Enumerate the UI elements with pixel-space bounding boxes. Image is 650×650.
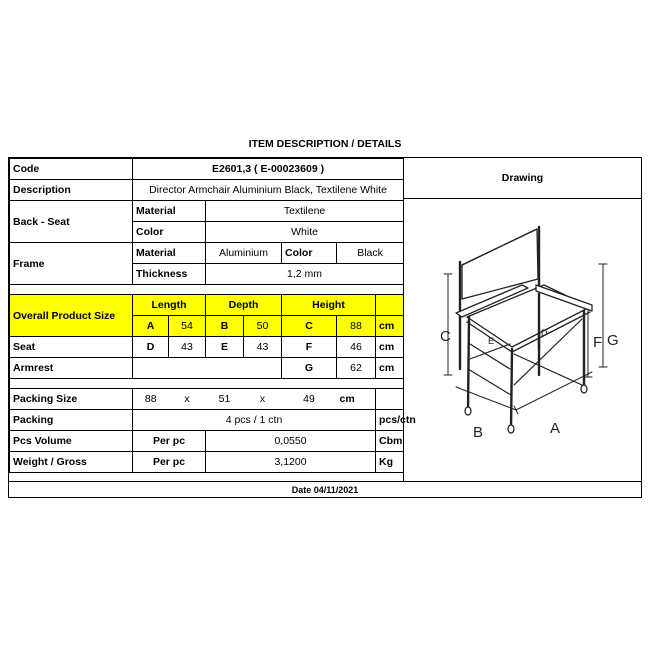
code-value: E2601,3 ( E-00023609 ) xyxy=(133,159,404,180)
back-seat-color-value: White xyxy=(206,222,404,243)
armrest-unit: cm xyxy=(376,358,404,379)
dim-c-label: C xyxy=(282,316,337,337)
armrest-row xyxy=(10,358,404,379)
dim-f-label: F xyxy=(282,337,337,358)
spacer-row xyxy=(10,379,404,389)
dim-letter-g: G xyxy=(607,332,619,349)
armrest-label: Armrest xyxy=(10,358,133,379)
volume-row xyxy=(10,431,404,452)
dim-a-label: A xyxy=(133,316,169,337)
dim-g-value: 62 xyxy=(337,358,376,379)
dim-e-value: 43 xyxy=(244,337,282,358)
dim-b-value: 50 xyxy=(244,316,282,337)
weight-row xyxy=(10,452,404,473)
length-header: Length xyxy=(133,295,206,316)
description-row xyxy=(10,180,404,201)
frame-label: Frame xyxy=(10,243,133,285)
packing-size-unit: cm xyxy=(337,389,376,410)
volume-value: 0,0550 xyxy=(206,431,376,452)
dimension-letters xyxy=(440,328,619,441)
dim-c-value: 88 xyxy=(337,316,376,337)
packing-unit: pcs/ctn xyxy=(376,410,404,431)
chair-feet xyxy=(465,385,587,433)
code-label: Code xyxy=(10,159,133,180)
packing-size-row xyxy=(10,389,404,410)
spec-sheet xyxy=(8,157,642,498)
dim-letter-b: B xyxy=(473,424,484,441)
packing-height: 49 xyxy=(282,389,337,410)
dim-d-label: D xyxy=(133,337,169,358)
dim-e-label: E xyxy=(206,337,244,358)
packing-size-label: Packing Size xyxy=(10,389,133,410)
volume-unit: Cbm xyxy=(376,431,404,452)
volume-per: Per pc xyxy=(133,431,206,452)
packing-x1: x xyxy=(169,389,206,410)
overall-unit: cm xyxy=(376,316,404,337)
dim-letter-d: D xyxy=(541,328,548,338)
packing-label: Packing xyxy=(10,410,133,431)
back-seat-material-value: Textilene xyxy=(206,201,404,222)
page-title: ITEM DESCRIPTION / DETAILS xyxy=(248,138,402,150)
description-value: Director Armchair Aluminium Black, Textilene White xyxy=(133,180,404,201)
dim-b-label: B xyxy=(206,316,244,337)
frame-thickness-value: 1,2 mm xyxy=(206,264,404,285)
frame-color-value: Black xyxy=(337,243,404,264)
dim-d-value: 43 xyxy=(169,337,206,358)
chair-seat xyxy=(467,285,590,352)
seat-unit: cm xyxy=(376,337,404,358)
back-seat-material-row xyxy=(10,201,404,222)
description-label: Description xyxy=(10,180,133,201)
dim-g-label: G xyxy=(282,358,337,379)
drawing-header: Drawing xyxy=(403,158,641,199)
code-row xyxy=(10,159,404,180)
back-seat-color-label: Color xyxy=(133,222,206,243)
dim-a-value: 54 xyxy=(169,316,206,337)
dim-letter-f: F xyxy=(593,334,603,351)
frame-thickness-label: Thickness xyxy=(133,264,206,285)
packing-row xyxy=(10,410,404,431)
packing-width: 51 xyxy=(206,389,244,410)
volume-label: Pcs Volume xyxy=(10,431,133,452)
weight-value: 3,1200 xyxy=(206,452,376,473)
frame-material-row xyxy=(10,243,404,264)
back-seat-material-label: Material xyxy=(133,201,206,222)
chair-drawing xyxy=(403,199,641,481)
frame-material-label: Material xyxy=(133,243,206,264)
depth-header: Depth xyxy=(206,295,282,316)
weight-per: Per pc xyxy=(133,452,206,473)
overall-size-label: Overall Product Size xyxy=(10,295,133,337)
packing-x2: x xyxy=(244,389,282,410)
height-header: Height xyxy=(282,295,376,316)
spacer-row xyxy=(10,285,404,295)
overall-header-row xyxy=(10,295,404,316)
frame-material-value: Aluminium xyxy=(206,243,282,264)
dim-letter-a: A xyxy=(550,420,561,437)
seat-label: Seat xyxy=(10,337,133,358)
back-seat-label: Back - Seat xyxy=(10,201,133,243)
frame-color-label: Color xyxy=(282,243,337,264)
packing-length: 88 xyxy=(133,389,169,410)
weight-label: Weight / Gross xyxy=(10,452,133,473)
spec-table xyxy=(9,158,416,473)
weight-unit: Kg xyxy=(376,452,404,473)
dim-f-value: 46 xyxy=(337,337,376,358)
date-footer: Date 04/11/2021 xyxy=(9,481,641,498)
dim-letter-e: E xyxy=(488,336,495,346)
chair-drawing-svg xyxy=(404,199,640,481)
seat-row xyxy=(10,337,404,358)
dim-letter-c: C xyxy=(440,328,451,345)
packing-value: 4 pcs / 1 ctn xyxy=(133,410,376,431)
